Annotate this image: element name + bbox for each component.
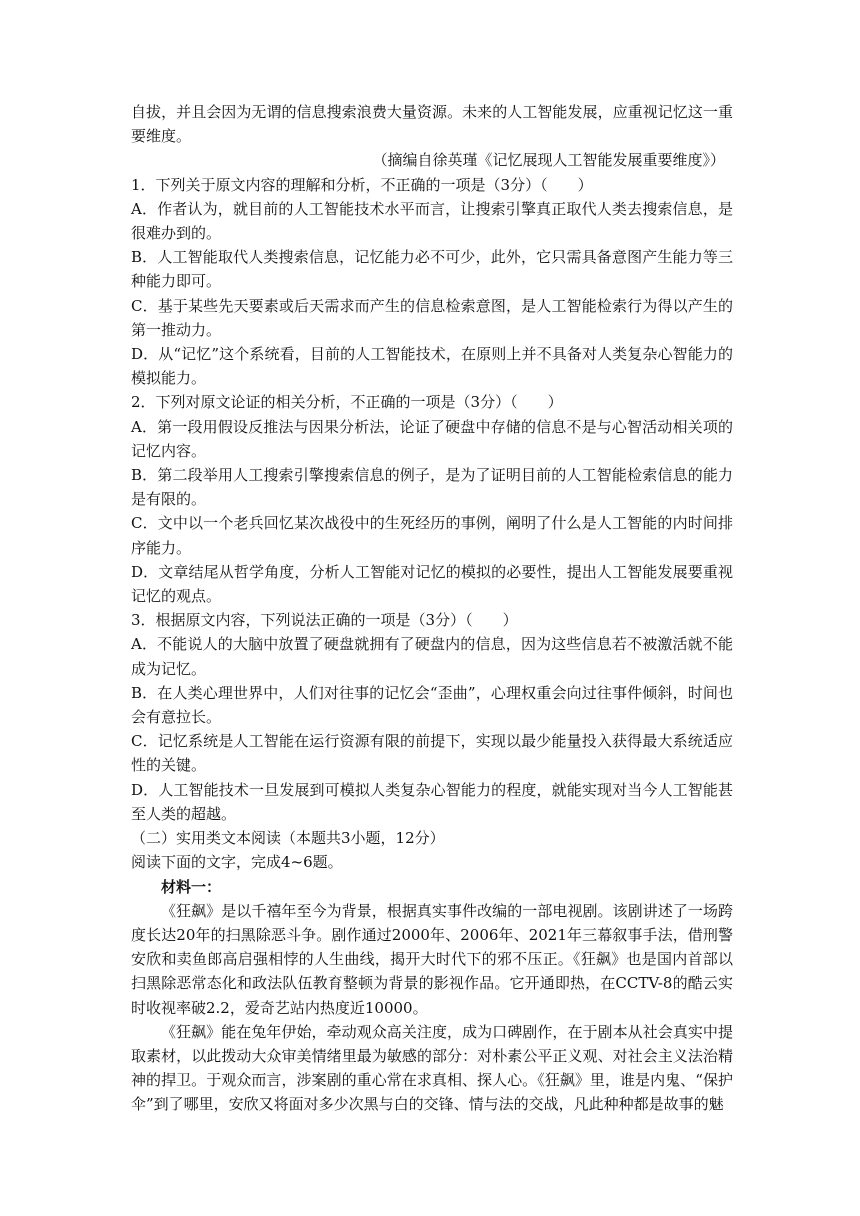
option-c: C．记忆系统是人工智能在运行资源有限的前提下，实现以最少能量投入获得最大系统适应性的关键。 [131, 732, 733, 775]
section-instruction: 阅读下面的文字，完成4~6题。 [131, 853, 343, 872]
option-c: C．基于某些先天要素或后天需求而产生的信息检索意图，是人工智能检索行为得以产生的第一推动力。 [131, 296, 733, 339]
document-content [131, 100, 733, 1117]
option-b: B．第二段举用人工搜索引擎搜索信息的例子，是为了证明目前的人工智能检索信息的能力是有限的。 [131, 466, 733, 509]
material-paragraph: 《狂飙》是以千禧年至今为背景，根据真实事件改编的一部电视剧。该剧讲述了一场跨度长达20年的扫黑除恶斗争。剧作通过2000年、2006年、2021年三幕叙事手法，借刑警安欣和卖鱼郎高启强相悖的人生曲线，揭开大时代下的邪不压正。《狂飙》也是国内首部以扫黑除恶常态化和政法队伍教育整顿为背景的影视作品。它开通即热，在CCTV-8的酷云实时收视率破2.2，爱奇艺站内热度近10000。 [131, 901, 733, 1017]
question-stem: 3．根据原文内容，下列说法正确的一项是（3分）（ ） [131, 611, 518, 630]
section-heading: （二）实用类文本阅读（本题共3小题，12分） [131, 829, 445, 848]
option-a: A．不能说人的大脑中放置了硬盘就拥有了硬盘内的信息，因为这些信息若不被激活就不能成为记忆。 [131, 635, 733, 678]
option-a: A．作者认为，就目前的人工智能技术水平而言，让搜索引擎真正取代人类去搜索信息，是很难办到的。 [131, 199, 733, 243]
option-c: C．文中以一个老兵回忆某次战役中的生死经历的事例，阐明了什么是人工智能的内时间排序能力。 [131, 514, 733, 557]
question-stem: 2．下列对原文论证的相关分析，不正确的一项是（3分）（ ） [131, 393, 563, 412]
option-b: B．在人类心理世界中，人们对往事的记忆会“歪曲”，心理权重会向过往事件倾斜，时间也会有意拉长。 [131, 683, 733, 727]
option-d: D．文章结尾从哲学角度，分析人工智能对记忆的模拟的必要性，提出人工智能发展要重视记忆的观点。 [131, 562, 733, 606]
option-a: A．第一段用假设反推法与因果分析法，论证了硬盘中存储的信息不是与心智活动相关项的记忆内容。 [131, 417, 733, 460]
material-paragraph: 《狂飙》能在兔年伊始，牵动观众高关注度，成为口碑剧作，在于剧本从社会真实中提取素材，以此拨动大众审美情绪里最为敏感的部分：对朴素公平正义观、对社会主义法治精神的捍卫。于观众而言，涉案剧的重心常在求真相、探人心。《狂飙》里，谁是内鬼、“保护伞”到了哪里，安欣又将面对多少次黑与白的交锋、情与法的交战，凡此种种都是故事的魅 [131, 1022, 733, 1114]
passage-source-citation: （摘编自徐英瑾《记忆展现人工智能发展重要维度》） [372, 151, 725, 170]
question-3 [131, 608, 733, 826]
option-d: D．从“记忆”这个系统看，目前的人工智能技术，在原则上并不具备对人类复杂心智能力的模拟能力。 [131, 345, 733, 388]
passage-ending-text: 自拔，并且会因为无谓的信息搜索浪费大量资源。未来的人工智能发展，应重视记忆这一重要维度。 [131, 103, 733, 146]
question-stem: 1．下列关于原文内容的理解和分析，不正确的一项是（3分）（ ） [131, 175, 593, 194]
option-b: B．人工智能取代人类搜索信息，记忆能力必不可少，此外，它只需具备意图产生能力等三种能力即可。 [131, 248, 733, 291]
material-label: 材料一： [161, 877, 222, 896]
question-2 [131, 390, 733, 608]
question-1 [131, 173, 733, 391]
option-d: D．人工智能技术一旦发展到可模拟人类复杂心智能力的程度，就能实现对当今人工智能甚至人类的超越。 [131, 780, 733, 823]
